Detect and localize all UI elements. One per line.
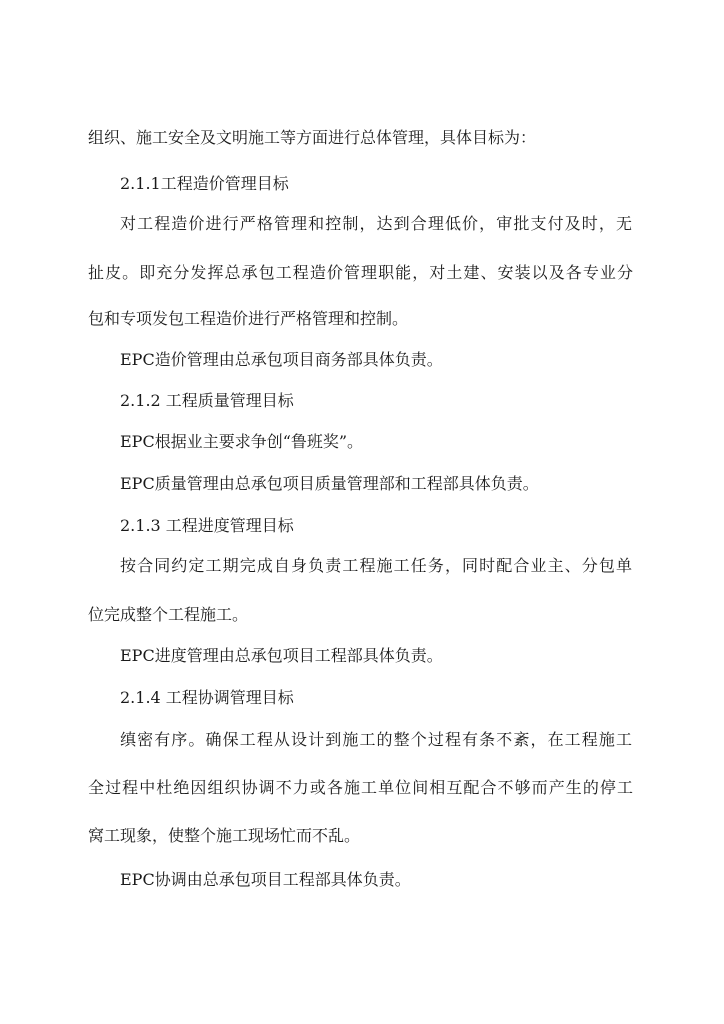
paragraph-line: EPC造价管理由总承包项目商务部具体负责。 [120,350,443,369]
paragraph-line: EPC质量管理由总承包项目质量管理部和工程部具体负责。 [120,474,539,493]
section-heading-2-1-2: 2.1.2 工程质量管理目标 [120,391,294,410]
paragraph-line: 缜密有序。确保工程从设计到施工的整个过程有条不紊，在工程施工 [120,730,632,749]
paragraph-line: 组织、施工安全及文明施工等方面进行总体管理，具体目标为： [88,128,537,147]
section-heading-2-1-4: 2.1.4 工程协调管理目标 [120,688,294,707]
paragraph-line: 位完成整个工程施工。 [88,605,249,624]
paragraph-line: 按合同约定工期完成自身负责工程施工任务，同时配合业主、分包单 [120,556,632,575]
paragraph-line: 包和专项发包工程造价进行严格管理和控制。 [88,309,409,328]
paragraph-line: 对工程造价进行严格管理和控制，达到合理低价，审批支付及时，无 [120,214,632,233]
section-heading-2-1-1: 2.1.1工程造价管理目标 [120,174,289,193]
paragraph-line: 全过程中杜绝因组织协调不力或各施工单位间相互配合不够而产生的停工 [88,778,633,797]
paragraph-line: 窝工现象，使整个施工现场忙而不乱。 [88,826,361,845]
paragraph-line: EPC协调由总承包项目工程部具体负责。 [120,870,411,889]
section-heading-2-1-3: 2.1.3 工程进度管理目标 [120,516,294,535]
paragraph-line: EPC进度管理由总承包项目工程部具体负责。 [120,646,443,665]
paragraph-line: 扯皮。即充分发挥总承包工程造价管理职能，对土建、安装以及各专业分 [88,263,633,282]
paragraph-line: EPC根据业主要求争创“鲁班奖”。 [120,432,364,451]
